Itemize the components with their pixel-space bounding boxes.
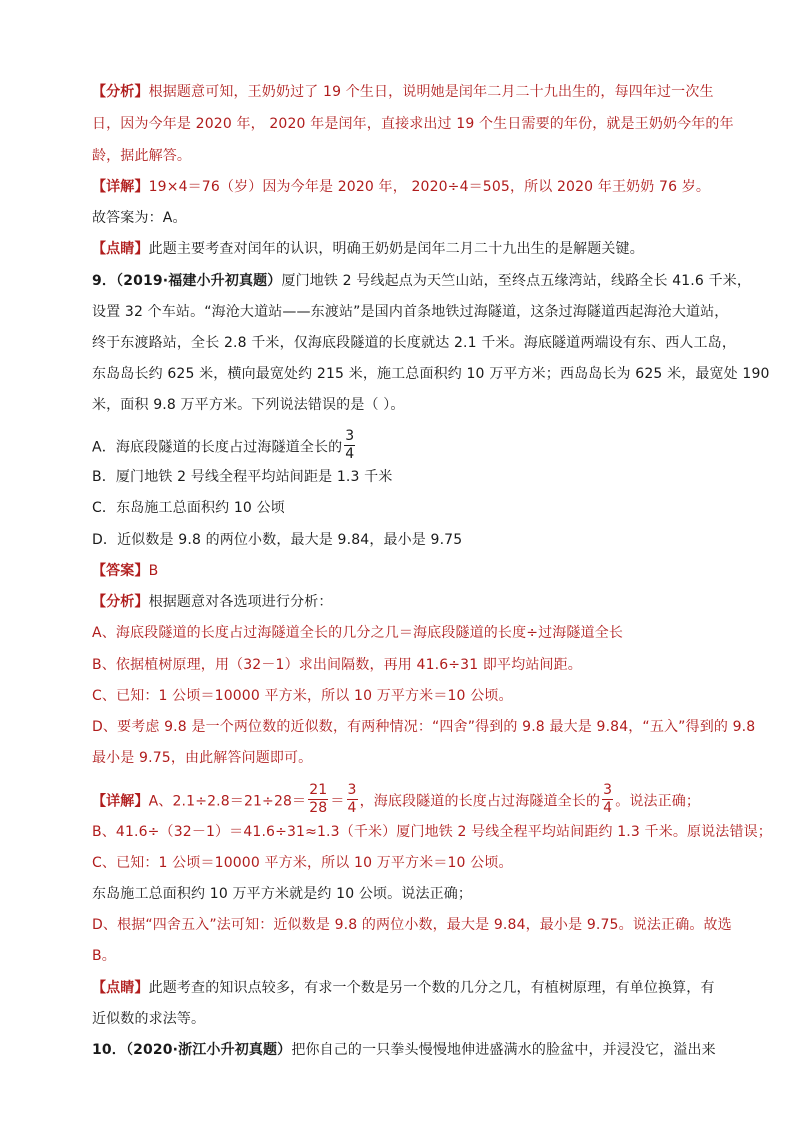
- question-9-stem: 东岛岛长约 625 米，横向最宽处约 215 米，施工总面积约 10 万平方米；西岛岛长为 625 米，最宽处 190: [92, 366, 770, 382]
- comment-line: 【点睛】此题考查的知识点较多，有求一个数是另一个数的几分之几，有植树原理，有单位换算，有: [92, 980, 715, 996]
- analysis-line: D、要考虑 9.8 是一个两位数的近似数，有两种情况：“四舍”得到的 9.8 最大是 9.84，“五入”得到的 9.8: [92, 719, 756, 735]
- detail-line: B。: [92, 948, 116, 964]
- option-b: B．厦门地铁 2 号线全程平均站间距是 1.3 千米: [92, 469, 393, 485]
- analysis-line: 最小是 9.75，由此解答问题即可。: [92, 750, 313, 766]
- fraction: $\frac{3}{4}$: [347, 782, 357, 816]
- analysis-line: C、已知：1 公顷＝10000 平方米，所以 10 万平方米＝10 公顷。: [92, 688, 513, 704]
- detail-line: 东岛施工总面积约 10 万平方米就是约 10 公顷。说法正确；: [92, 886, 473, 902]
- answer-line: 【答案】B: [92, 563, 159, 579]
- detail-line: 【详解】19×4＝76（岁）因为今年是 2020 年， 2020÷4＝505，所以 2020 年王奶奶 76 岁。: [92, 179, 711, 195]
- analysis-line: A、海底段隧道的长度占过海隧道全长的几分之几＝海底段隧道的长度÷过海隧道全长: [92, 625, 624, 641]
- fraction: $\frac{21}{28}$: [309, 782, 328, 816]
- detail-line: 【详解】A、2.1÷2.8＝21÷28＝ $\frac{21}{28}$ ＝ $\frac{3}{4}$ ，海底段隧道的长度占过海隧道全长的 $\frac{3}{4}$ 。说法正确；: [92, 782, 701, 816]
- question-9-stem: 终于东渡路站，全长 2.8 千米，仅海底段隧道的长度就达 2.1 千米。海底隧道两端设有东、西人工岛，: [92, 335, 736, 351]
- detail-line: C、已知：1 公顷＝10000 平方米，所以 10 万平方米＝10 公顷。: [92, 855, 513, 871]
- detail-line: D、根据“四舍五入”法可知：近似数是 9.8 的两位小数，最大是 9.84，最小是 9.75。说法正确。故选: [92, 917, 732, 933]
- option-c: C．东岛施工总面积约 10 公顷: [92, 500, 285, 516]
- analysis-line: 【分析】根据题意对各选项进行分析：: [92, 594, 333, 610]
- comment-line: 近似数的求法等。: [92, 1011, 206, 1027]
- question-9-stem: 9．（2019·福建小升初真题）厦门地铁 2 号线起点为天竺山站，至终点五缘湾站，线路全长 41.6 千米，: [92, 273, 752, 289]
- fraction: $\frac{3}{4}$: [345, 428, 355, 462]
- analysis-line: 龄，据此解答。: [92, 148, 192, 164]
- analysis-line: 日，因为今年是 2020 年， 2020 年是闰年，直接求出过 19 个生日需要的年份，就是王奶奶今年的年: [92, 116, 734, 132]
- question-9-stem: 设置 32 个车站。“海沧大道站——东渡站”是国内首条地铁过海隧道，这条过海隧道西起海沧大道站，: [92, 304, 729, 320]
- question-9-stem: 米，面积 9.8 万平方米。下列说法错误的是（ ）。: [92, 397, 405, 413]
- comment-line: 【点睛】此题主要考查对闰年的认识，明确王奶奶是闰年二月二十九出生的是解题关键。: [92, 241, 644, 257]
- fraction: $\frac{3}{4}$: [603, 782, 613, 816]
- option-a: A．海底段隧道的长度占过海隧道全长的 $\frac{3}{4}$: [92, 428, 355, 462]
- analysis-line: 【分析】根据题意可知，王奶奶过了 19 个生日，说明她是闰年二月二十九出生的，每四年过一次生: [92, 84, 714, 100]
- option-d: D．近似数是 9.8 的两位小数，最大是 9.84，最小是 9.75: [92, 532, 463, 548]
- detail-line: B、41.6÷（32－1）＝41.6÷31≈1.3（千米）厦门地铁 2 号线全程平均站间距约 1.3 千米。原说法错误；: [92, 824, 772, 840]
- answer-line: 故答案为：A。: [92, 210, 187, 226]
- question-10-stem: 10．（2020·浙江小升初真题）把你自己的一只拳头慢慢地伸进盛满水的脸盆中，并浸没它，溢出来: [92, 1042, 716, 1058]
- analysis-line: B、依据植树原理，用（32－1）求出间隔数，再用 41.6÷31 即平均站间距。: [92, 657, 582, 673]
